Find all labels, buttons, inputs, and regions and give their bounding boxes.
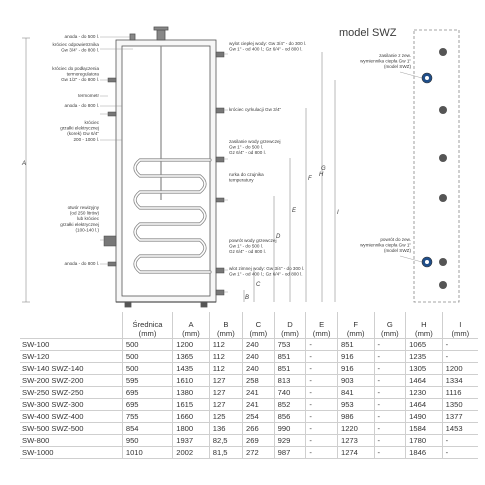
table-cell: - (306, 339, 338, 351)
sensor-tube-fitting (216, 198, 224, 202)
table-cell: - (374, 423, 406, 435)
table-cell: 950 (122, 435, 172, 447)
table-cell: 851 (274, 351, 306, 363)
table-cell: - (442, 435, 478, 447)
table-cell: 753 (274, 339, 306, 351)
table-cell: 1800 (173, 423, 210, 435)
label-cyrkulacja-line-0: króciec cyrkulacji Gw 3/4" (229, 107, 282, 112)
table-body (20, 339, 478, 459)
label-wylot-line-1: Gw 1" - od 400 l.; Gz 6/4" - od 800 l. (229, 46, 303, 52)
hot-water-outlet (216, 52, 224, 57)
side-port-2 (439, 106, 447, 114)
table-cell: 854 (122, 423, 172, 435)
label-krociec-odpow-line-0: króciec odpowietrznika (52, 42, 99, 47)
label-otwor-line-1: (od 250 litrów) (69, 210, 99, 216)
table-cell: 755 (122, 411, 172, 423)
table-header-10-part-1: (mm) (451, 329, 470, 338)
table-cell: 500 (122, 363, 172, 375)
table-header-1 (122, 312, 172, 339)
table-cell: 1377 (442, 411, 478, 423)
table-cell: 500 (122, 339, 172, 351)
label-powrot-wezownicy-line-2: Gz 6/4" - od 800 l. (229, 249, 266, 255)
table-cell: 851 (274, 363, 306, 375)
table-header-5-part-1: (mm) (281, 329, 299, 338)
table-cell: 125 (209, 411, 242, 423)
table-cell-model: SW-250 SWZ-250 (22, 388, 84, 397)
table-cell: - (374, 363, 406, 375)
table-header-2-part-0: A (188, 320, 194, 329)
table-cell: 254 (243, 411, 275, 423)
table-cell: 1010 (122, 447, 172, 459)
label-otwor-line-4: (100-140 l.) (75, 227, 99, 233)
cold-water-inlet (216, 290, 224, 295)
coil-return-fitting (216, 268, 224, 273)
tank-body (116, 40, 216, 307)
table-cell-model: SW-140 SWZ-140 (22, 364, 84, 373)
table-header-9-part-1: (mm) (415, 329, 433, 338)
table-cell: 240 (243, 363, 275, 375)
table-cell: 990 (274, 423, 306, 435)
model-title: model SWZ (339, 27, 397, 39)
table-header-10-part-0: I (459, 320, 462, 329)
table-cell: 1200 (442, 363, 478, 375)
thermostat-fitting (108, 78, 116, 82)
table-cell: 1610 (173, 375, 210, 387)
table-row (20, 399, 478, 411)
table-cell: 112 (209, 339, 242, 351)
table-header-5-part-0: D (287, 320, 293, 329)
swz-return-leader (400, 256, 422, 262)
table-cell: - (374, 399, 406, 411)
table-cell: 1937 (173, 435, 210, 447)
side-port-1 (439, 48, 447, 56)
dimension-letter-i: I (337, 210, 339, 216)
dimension-letter-e: E (292, 208, 297, 214)
table-header-3-part-1: (mm) (217, 329, 235, 338)
table-cell-model: SW-200 SWZ-200 (22, 376, 84, 385)
table-cell: 81,5 (209, 447, 242, 459)
table-cell: 929 (274, 435, 306, 447)
table-header-4 (243, 312, 275, 339)
table-row (20, 351, 478, 363)
table-cell: 1846 (406, 447, 443, 459)
table-cell: 269 (243, 435, 275, 447)
label-anoda-mid-line-0: anoda - do 800 l. (64, 103, 99, 108)
side-port-5 (439, 258, 447, 266)
table-cell: 953 (337, 399, 374, 411)
dimension-letter-d: D (276, 234, 281, 240)
table-cell-model: SW-1000 (22, 448, 54, 457)
table-row (20, 339, 478, 351)
table-cell: 916 (337, 351, 374, 363)
table-header-0 (20, 312, 122, 339)
swz-outline (414, 30, 459, 302)
swz-supply-leader (400, 72, 422, 78)
table-cell: 1584 (406, 423, 443, 435)
table-cell: - (374, 435, 406, 447)
table-cell: 500 (122, 351, 172, 363)
table-cell: 852 (274, 399, 306, 411)
table-cell: - (306, 375, 338, 387)
table-cell: 82,5 (209, 435, 242, 447)
swz-return-port-center (425, 260, 429, 264)
side-port-3 (439, 154, 447, 162)
dimensions-table (20, 312, 478, 459)
table-cell: - (374, 387, 406, 399)
table-cell: 241 (243, 399, 275, 411)
table-header-7 (337, 312, 374, 339)
dimension-letter-h: H (319, 172, 324, 178)
table-cell: 112 (209, 363, 242, 375)
table-cell: - (306, 387, 338, 399)
table-cell: - (306, 351, 338, 363)
dimension-letter-b: B (245, 295, 250, 301)
table-header-7-part-0: F (353, 320, 359, 329)
side-port-4 (439, 194, 447, 202)
table-cell: 1464 (406, 375, 443, 387)
label-rurka-line-1: temperatury (229, 177, 254, 183)
table-cell-model: SW-100 (22, 340, 50, 349)
table-cell: 1615 (173, 399, 210, 411)
tank-foot-left (125, 302, 131, 307)
table-header-6 (306, 312, 338, 339)
table-cell: 112 (209, 351, 242, 363)
label-powrot-wezownicy-line-0: powrót wody grzewczej (229, 238, 277, 243)
table-header-9-part-0: H (421, 320, 427, 329)
table-header-2-part-1: (mm) (182, 329, 200, 338)
swz-supply-port-center (425, 76, 429, 80)
table-header-6-part-1: (mm) (312, 329, 331, 338)
label-krociec-grzalki-line-0: króciec (84, 120, 99, 125)
label-rurka-line-0: rurka do czujnika (229, 172, 264, 177)
table-header-8-part-0: G (386, 320, 393, 329)
table-row (20, 387, 478, 399)
label-zasilanie-wezownicy-line-1: Gw 1" - do 500 l. (229, 144, 264, 150)
table-cell: - (374, 411, 406, 423)
table-header-4-part-0: C (255, 320, 262, 329)
table-header-10 (442, 312, 478, 339)
coil-supply-fitting (216, 157, 224, 162)
circulation-fitting (216, 108, 224, 113)
table-cell: - (374, 447, 406, 459)
table-cell: 1065 (406, 339, 443, 351)
table-header-1-part-1: (mm) (138, 329, 157, 338)
top-outlet-pipe (157, 30, 165, 40)
table-cell: 1235 (406, 351, 443, 363)
table-cell: 241 (243, 387, 275, 399)
table-cell: 240 (243, 351, 275, 363)
table-cell: - (306, 399, 338, 411)
table-cell: 1490 (406, 411, 443, 423)
label-zasilanie-wezownicy-line-2: Gz 6/4" - od 800 l. (229, 150, 266, 156)
label-krociec-grzalki-line-3: 200 - 1000 l. (73, 136, 99, 142)
table-row (20, 411, 478, 423)
table-row (20, 363, 478, 375)
label-wlot-line-0: wlot zimnej wody: Gw 3/4" - do 300 l. (229, 266, 305, 271)
label-zasilanie-z-zew-line-2: (model SWZ) (383, 64, 411, 70)
table-header-3 (209, 312, 242, 339)
table-cell: - (374, 375, 406, 387)
table-cell: - (306, 435, 338, 447)
label-anoda-bottom-line-0: anoda - do 800 l. (64, 261, 99, 266)
label-zasilanie-wezownicy-line-0: zasilanie wody grzewczej (229, 139, 281, 144)
table-header-row (20, 312, 478, 339)
table-cell: 695 (122, 387, 172, 399)
table-cell: 1230 (406, 387, 443, 399)
table-cell: 127 (209, 399, 242, 411)
side-port-6 (439, 281, 447, 289)
table-cell: 1435 (173, 363, 210, 375)
table-cell: 1274 (337, 447, 374, 459)
table-row (20, 447, 478, 459)
table-cell: 1453 (442, 423, 478, 435)
label-otwor-line-0: otwór rewizyjny (67, 205, 99, 210)
vent-fitting (130, 34, 135, 40)
inspection-flange (104, 236, 116, 246)
table-cell: - (442, 447, 478, 459)
table-header-8 (374, 312, 406, 339)
label-otwor-line-3: grzałki elektrycznej (60, 221, 99, 227)
table-cell: 1334 (442, 375, 478, 387)
table-cell-model: SW-120 (22, 352, 50, 361)
label-powrot-z-zew-line-1: wymiennika ciepła Gw 1" (360, 242, 411, 248)
table-cell: 740 (274, 387, 306, 399)
table-header-4-part-1: (mm) (249, 329, 268, 338)
table-cell: 1780 (406, 435, 443, 447)
table-cell: 1273 (337, 435, 374, 447)
table-cell: - (306, 363, 338, 375)
table-cell: 1350 (442, 399, 478, 411)
table-cell: 856 (274, 411, 306, 423)
table-cell: 136 (209, 423, 242, 435)
label-krociec-czujnik-line-0: króciec do podłączenia (52, 66, 99, 71)
table-cell: 1380 (173, 387, 210, 399)
table-cell: 903 (337, 375, 374, 387)
label-termometr-line-0: termometr (78, 93, 99, 98)
table-cell: - (374, 339, 406, 351)
table-cell: 1660 (173, 411, 210, 423)
table-cell: - (374, 351, 406, 363)
tank-foot-right (201, 302, 207, 307)
label-krociec-czujnik-line-1: termoregulatora (66, 71, 99, 77)
label-zasilanie-z-zew-line-0: zasilanie z zew. (379, 53, 411, 58)
table-row (20, 423, 478, 435)
table-cell: 986 (337, 411, 374, 423)
label-otwor-line-2: lub króciec (77, 216, 99, 222)
table-cell: 695 (122, 399, 172, 411)
table-cell-model: SW-800 (22, 436, 50, 445)
label-krociec-czujnik-line-2: Gw 1/2" - do 800 l. (61, 77, 99, 83)
anode-bottom-fitting (108, 262, 116, 266)
table-cell: 595 (122, 375, 172, 387)
table-cell: 127 (209, 375, 242, 387)
table-cell: - (306, 423, 338, 435)
table-cell: 258 (243, 375, 275, 387)
table-cell: 2002 (173, 447, 210, 459)
table-cell: 916 (337, 363, 374, 375)
table-header-5 (274, 312, 306, 339)
table-cell-model: SW-500 SWZ-500 (22, 424, 84, 433)
dimension-letter-a: A (22, 161, 27, 167)
table-header-1-part-0: Średnica (132, 320, 163, 329)
dimension-letter-f: F (308, 176, 312, 182)
label-krociec-grzalki-line-1: grzałki elektrycznej (60, 125, 99, 131)
table-cell: 1464 (406, 399, 443, 411)
table-cell: 240 (243, 339, 275, 351)
table-cell: 841 (337, 387, 374, 399)
table-header-6-part-0: E (319, 320, 325, 329)
table-row (20, 435, 478, 447)
table-cell-model: SW-300 SWZ-300 (22, 400, 84, 409)
dimension-letter-g: G (321, 166, 326, 172)
table-cell: 1220 (337, 423, 374, 435)
table-cell: - (442, 351, 478, 363)
label-krociec-grzalki-line-2: (korek) Gw 6/4" (67, 131, 99, 137)
dimension-letter-c: C (256, 282, 261, 288)
table-cell: 813 (274, 375, 306, 387)
table-header-2 (173, 312, 210, 339)
table-cell: 272 (243, 447, 275, 459)
thermometer-fitting (108, 112, 116, 116)
top-outlet-cap (154, 27, 168, 30)
table-header-9 (406, 312, 443, 339)
label-powrot-z-zew-line-0: powrót do zew. (380, 237, 411, 242)
table-cell: - (306, 411, 338, 423)
table-cell-model: SW-400 SWZ-400 (22, 412, 84, 421)
table-cell: 851 (337, 339, 374, 351)
table-cell: 1200 (173, 339, 210, 351)
table-header-7-part-1: (mm) (346, 329, 365, 338)
table-header-3-part-0: B (223, 320, 229, 329)
table-cell: - (306, 447, 338, 459)
table-cell: 1365 (173, 351, 210, 363)
table-cell: 266 (243, 423, 275, 435)
table-cell: 127 (209, 387, 242, 399)
label-zasilanie-z-zew-line-1: wymiennika ciepła Gw 1" (360, 58, 411, 64)
table-cell: - (442, 339, 478, 351)
table-row (20, 375, 478, 387)
label-wlot-line-1: Gw 1" - od 400 l.; Gz 6/4" - od 800 l. (229, 271, 303, 277)
table-cell: 1305 (406, 363, 443, 375)
table-header-8-part-1: (mm) (380, 329, 399, 338)
table-cell: 987 (274, 447, 306, 459)
label-powrot-wezownicy-line-1: Gw 1" - do 500 l. (229, 243, 264, 249)
dimensions-table-wrap (20, 312, 478, 459)
label-anoda-top-line-0: anoda - do 500 l. (64, 34, 99, 39)
label-wylot-line-0: wylot ciepłej wody: Gw 3/4" - do 300 l. (229, 41, 307, 46)
label-powrot-z-zew-line-2: (model SWZ) (383, 248, 411, 254)
table-cell: 1116 (442, 387, 478, 399)
label-krociec-odpow-line-1: Gw 3/4" - do 800 l. (61, 47, 99, 53)
